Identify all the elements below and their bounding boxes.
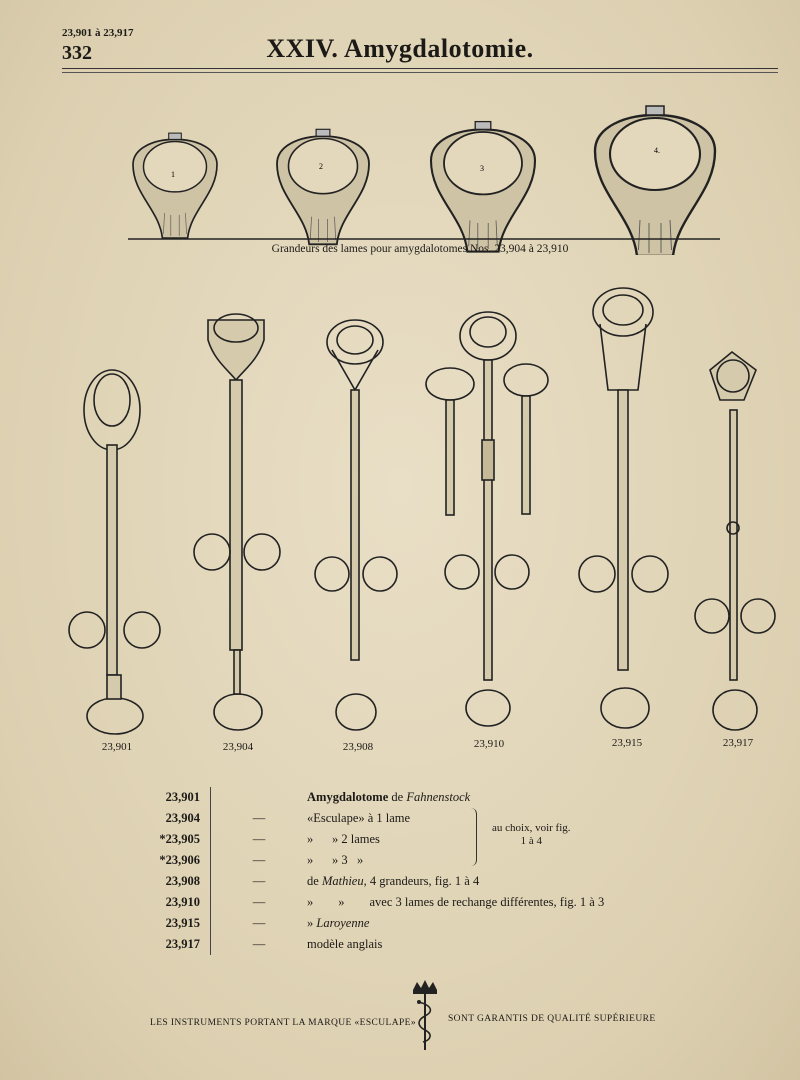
- catalog-table: [140, 787, 605, 955]
- catalog-row: [140, 787, 604, 808]
- catalog-row: [140, 892, 604, 913]
- catalog-dash: —: [252, 937, 266, 951]
- instrument-label-23904: 23,904: [222, 741, 254, 753]
- header-rule: [62, 68, 778, 69]
- page-title: XXIV. Amygdalotomie.: [266, 34, 534, 63]
- catalog-row: [140, 913, 604, 934]
- instrument-23917: [695, 352, 775, 730]
- blade-2: [277, 129, 369, 244]
- catalog-number: 23,917: [140, 934, 211, 955]
- instrument-label-23908: 23,908: [342, 741, 374, 753]
- description-part: Fahnenstock: [406, 790, 471, 804]
- catalog-dash: —: [252, 832, 266, 846]
- blade-3: [431, 122, 535, 252]
- catalog-row: [140, 871, 604, 892]
- description-part: Laroyenne: [316, 916, 370, 930]
- instrument-23915: [579, 288, 668, 728]
- catalog-number: 23,915: [140, 913, 211, 934]
- esculape-emblem-icon: [405, 980, 445, 1052]
- catalog-row: [140, 934, 604, 955]
- page-range: 23,901 à 23,917: [62, 27, 134, 39]
- catalog-dash: —: [252, 853, 266, 867]
- catalog-dash: —: [252, 895, 266, 909]
- description-part: » » avec 3 lames de rechange différentes, fig. 1 à 3: [307, 895, 605, 909]
- instrument-23910: [426, 312, 548, 726]
- catalog-number: *23,905: [140, 829, 211, 850]
- instrument-label-23915: 23,915: [611, 737, 643, 749]
- choice-note: [492, 822, 571, 848]
- choice-note-line2: 1 à 4: [520, 835, 542, 847]
- blade-1: [133, 133, 217, 238]
- description-part: , 4 grandeurs, fig. 1 à 4: [363, 874, 480, 888]
- footer-left-text: LES INSTRUMENTS PORTANT LA MARQUE «ESCULAPE»: [150, 1018, 417, 1028]
- catalog-description: [307, 871, 604, 892]
- catalog-number: 23,910: [140, 892, 211, 913]
- instrument-label-23910: 23,910: [473, 738, 505, 750]
- description-part: Amygdalotome: [307, 790, 389, 804]
- choice-note-line1: au choix, voir fig.: [492, 822, 571, 834]
- blade-sizes-illustration: [120, 95, 730, 255]
- choice-brace: [468, 808, 477, 866]
- catalog-number: 23,908: [140, 871, 211, 892]
- description-part: »: [307, 916, 317, 930]
- description-part: » » 2 lames: [307, 832, 380, 846]
- page-number: 332: [62, 42, 92, 64]
- catalog-number: 23,904: [140, 808, 211, 829]
- catalog-dash: —: [252, 811, 266, 825]
- catalog-description: [307, 787, 604, 808]
- blade-label-4: 4.: [654, 146, 660, 155]
- footer-right-text: SONT GARANTIS DE QUALITÉ SUPÉRIEURE: [448, 1014, 656, 1024]
- instrument-label-23917: 23,917: [722, 737, 754, 749]
- catalog-dash: —: [252, 916, 266, 930]
- catalog-dash: —: [252, 874, 266, 888]
- instrument-23908: [315, 320, 397, 730]
- header-rule-thin: [62, 72, 778, 73]
- instrument-23901: [69, 370, 160, 734]
- blade-4: [595, 106, 715, 255]
- description-part: «Esculape» à 1 lame: [307, 811, 411, 825]
- blade-label-3: 3: [480, 164, 484, 173]
- description-part: de: [307, 874, 322, 888]
- catalog-dash: [211, 787, 308, 808]
- catalog-description: [307, 892, 604, 913]
- instruments-illustration: [60, 280, 790, 740]
- instrument-23904: [194, 314, 280, 730]
- blade-caption: Grandeurs des lames pour amygdalotomes Nos. 23,904 à 23,910: [271, 243, 569, 255]
- description-part: modèle anglais: [307, 937, 383, 951]
- catalog-description: [307, 934, 604, 955]
- description-part: » » 3 »: [307, 853, 364, 867]
- catalog-description: [307, 913, 604, 934]
- catalog-description: [307, 850, 604, 871]
- catalog-number: *23,906: [140, 850, 211, 871]
- catalog-number: 23,901: [140, 787, 211, 808]
- description-part: Mathieu: [321, 874, 364, 888]
- blade-label-2: 2: [319, 162, 323, 171]
- description-part: de: [388, 790, 407, 804]
- blade-label-1: 1: [171, 170, 175, 179]
- catalog-row: [140, 850, 604, 871]
- instrument-label-23901: 23,901: [101, 741, 133, 753]
